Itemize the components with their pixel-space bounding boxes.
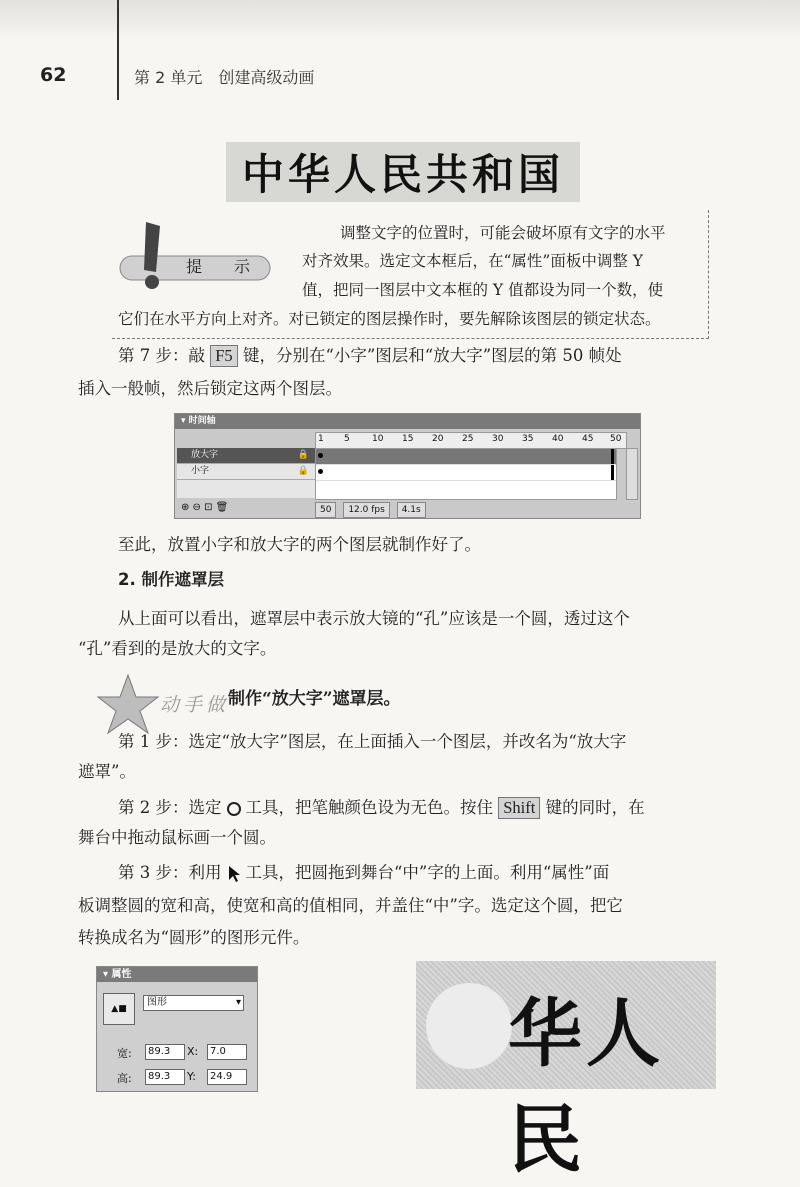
x-input[interactable]: 7.0: [207, 1044, 247, 1060]
step7-line-1: [118, 341, 622, 371]
y-label: Y:: [187, 1070, 196, 1083]
step2-pre: 第 2 步：选定: [118, 798, 222, 817]
properties-panel: [96, 966, 258, 1092]
step2-mid: 工具，把笔触颜色设为无色。按住: [245, 798, 493, 817]
ruler-tick: 40: [552, 434, 564, 444]
frame-row: [316, 465, 616, 481]
step2-line-2: 舞台中拖动鼠标画一个圆。: [78, 828, 276, 847]
ruler-tick: 45: [582, 434, 594, 444]
ruler-tick: 15: [402, 434, 414, 444]
ruler-tick: 30: [492, 434, 504, 444]
frame-end-marker: [611, 449, 614, 464]
timeline-panel: [174, 413, 641, 519]
oval-tool-icon: [226, 801, 242, 817]
width-input[interactable]: 89.3: [145, 1044, 185, 1060]
layer-tool-icons[interactable]: ⊕ ⊖ ⊡ 🗑: [181, 502, 229, 513]
frame-end-marker: [611, 465, 614, 480]
tip-line-3: 值，把同一图层中文本框的 Y 值都设为同一个数，使: [302, 281, 664, 299]
keyframe-dot: [318, 453, 323, 458]
keyframe-dot: [318, 469, 323, 474]
lock-icon[interactable]: 🔒: [297, 466, 309, 476]
height-input[interactable]: 89.3: [145, 1069, 185, 1085]
step2-line-1: [118, 793, 645, 823]
layer-name: 小字: [191, 466, 210, 476]
para-done: 至此，放置小字和放大字的两个图层就制作好了。: [118, 535, 481, 554]
arrow-tool-icon: [226, 865, 242, 883]
current-frame: 50: [315, 502, 336, 518]
tip-line-4: 它们在水平方向上对齐。对已锁定的图层操作时，要先解除该图层的锁定状态。: [118, 310, 661, 328]
ruler-tick: 20: [432, 434, 444, 444]
layer-row-small[interactable]: [177, 464, 315, 480]
page-number: 62: [40, 64, 67, 86]
tip-badge-label: 提 示: [186, 257, 259, 276]
step1-line-2: 遮罩”。: [78, 762, 136, 781]
section-heading: 2. 制作遮罩层: [118, 570, 224, 589]
step3-line-3: 转换成名为“圆形”的图形元件。: [78, 928, 310, 947]
ruler-tick: 35: [522, 434, 534, 444]
ruler-tick: 50: [610, 434, 622, 444]
properties-title: ▾ 属性: [97, 967, 257, 982]
frame-rate: 12.0 fps: [343, 502, 389, 518]
ruler-tick: 25: [462, 434, 474, 444]
step3-line-2: 板调整圆的宽和高，使宽和高的值相同，并盖住“中”字。选定这个圆，把它: [78, 896, 623, 915]
mask-para-line-1: 从上面可以看出，遮罩层中表示放大镜的“孔”应该是一个圆，透过这个: [118, 609, 630, 628]
tip-line-1: 调整文字的位置时，可能会破坏原有文字的水平: [340, 224, 666, 242]
preview-text: 华人民: [508, 991, 664, 1183]
step7-pre: 第 7 步：敲: [118, 346, 205, 365]
banner-text: 中华人民共和国: [241, 150, 564, 199]
lock-icon[interactable]: 🔒: [297, 450, 309, 460]
step1-line-1: 第 1 步：选定“放大字”图层，在上面插入一个图层，并改名为“放大字: [118, 732, 627, 751]
ruler-tick: 1: [318, 434, 324, 444]
step7-line-2: 插入一般帧，然后锁定这两个图层。: [78, 379, 342, 398]
ruler-tick: 10: [372, 434, 384, 444]
step3-line-1: [118, 858, 609, 888]
layer-name: 放大字: [191, 450, 219, 460]
height-label: 高:: [117, 1072, 132, 1085]
star-icon: [96, 673, 160, 735]
frame-row: [316, 449, 616, 465]
action-title: 制作“放大字”遮罩层。: [228, 689, 401, 709]
tip-line-2: 对齐效果。选定文本框后，在“属性”面板中调整 Y: [302, 252, 644, 270]
shift-key: Shift: [498, 797, 540, 819]
timeline-ruler: [315, 432, 627, 449]
frame-grid[interactable]: [315, 448, 617, 500]
graphic-symbol-icon: ▲■: [103, 993, 135, 1025]
chapter-title: 第 2 单元 创建高级动画: [134, 68, 315, 87]
timeline-title: ▾ 时间轴: [175, 414, 640, 429]
title-banner: [226, 142, 580, 202]
symbol-type-select[interactable]: 图形 ▾: [143, 995, 244, 1011]
step2-post: 键的同时，在: [545, 798, 645, 817]
mask-circle: [426, 983, 512, 1069]
width-label: 宽:: [117, 1047, 132, 1060]
timeline-scrollbar[interactable]: [626, 448, 638, 500]
ruler-tick: 5: [344, 434, 350, 444]
stage-preview: [416, 961, 716, 1183]
elapsed-time: 4.1s: [397, 502, 426, 518]
timeline-status: [315, 502, 430, 516]
y-input[interactable]: 24.9: [207, 1069, 247, 1085]
step3-post: 工具，把圆拖到舞台“中”字的上面。利用“属性”面: [245, 863, 610, 882]
action-label: 动手做: [160, 694, 230, 716]
step7-post: 键，分别在“小字”图层和“放大字”图层的第 50 帧处: [242, 346, 622, 365]
mask-para-line-2: “孔”看到的是放大的文字。: [78, 639, 277, 658]
layer-row-enlarged[interactable]: [177, 448, 315, 464]
layer-list: [177, 448, 315, 498]
header-divider: [117, 0, 119, 100]
f5-key: F5: [210, 345, 237, 367]
header-texture: [0, 0, 800, 40]
step3-pre: 第 3 步：利用: [118, 863, 222, 882]
x-label: X:: [187, 1045, 199, 1058]
